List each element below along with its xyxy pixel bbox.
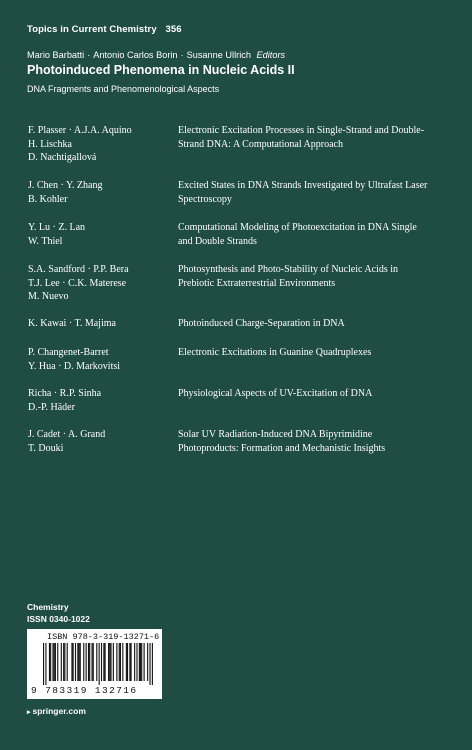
barcode-bar <box>50 643 51 681</box>
barcode-icon <box>43 643 153 685</box>
author-line: W. Thiel <box>28 235 63 247</box>
chapter-line: Computational Modeling of Photoexcitation in DNA Single <box>178 222 417 233</box>
barcode-bar <box>57 643 58 681</box>
barcode-bar <box>77 643 78 681</box>
entry-authors <box>28 428 168 455</box>
publisher-url-text: springer.com <box>32 706 86 716</box>
barcode-bar <box>52 643 53 681</box>
barcode-bar <box>55 643 56 681</box>
entry-chapter-title <box>178 428 450 455</box>
entry-authors <box>28 263 168 304</box>
entry-chapter-title <box>178 317 450 331</box>
barcode-bar <box>99 643 100 685</box>
barcode-bar <box>64 643 65 681</box>
editors-line: Mario Barbatti · Antonio Carlos Borin · Susanne Ullrich Editors <box>27 50 286 60</box>
book-subtitle: DNA Fragments and Phenomenological Aspects <box>27 84 220 94</box>
barcode-bar <box>129 643 130 681</box>
author-line: Richa · R.P. Sinha <box>28 388 102 399</box>
chapter-line: Electronic Excitation Processes in Single-Strand and Double- <box>178 125 425 136</box>
barcode-bar <box>67 643 68 681</box>
series-header <box>27 24 182 35</box>
barcode-bar <box>116 643 117 681</box>
barcode-bar <box>127 643 128 681</box>
barcode-bar <box>108 643 109 681</box>
series-volume: 356 <box>165 24 182 35</box>
barcode-bar <box>140 643 141 681</box>
isbn-barcode <box>27 629 162 699</box>
barcode-bar <box>147 643 148 681</box>
arrow-right-icon: ▸ <box>27 709 31 716</box>
barcode-bar <box>80 643 81 681</box>
barcode-bar <box>105 643 106 681</box>
entry-chapter-title <box>178 263 450 290</box>
barcode-bar <box>86 643 87 681</box>
author-line: H. Lischka <box>28 138 72 150</box>
chapter-line: Photoproducts: Formation and Mechanistic Insights <box>178 442 386 454</box>
barcode-bar <box>109 643 110 681</box>
publisher-url[interactable] <box>27 706 86 716</box>
barcode-digits: 9 783319 132716 <box>31 685 138 696</box>
entry-authors <box>28 221 168 248</box>
author-line: J. Cadet · A. Grand <box>28 429 106 440</box>
series-name: Topics in Current Chemistry <box>27 24 157 35</box>
chapter-line: Strand DNA: A Computational Approach <box>178 138 343 150</box>
barcode-bar <box>136 643 137 681</box>
isbn-text: ISBN 978-3-319-13271-6 <box>47 632 160 642</box>
barcode-bar <box>96 643 97 681</box>
entry-authors <box>28 124 168 165</box>
chapter-line: Prebiotic Extraterrestrial Environments <box>178 277 336 289</box>
chapter-line: Photosynthesis and Photo-Stability of Nucleic Acids in <box>178 264 398 275</box>
entry-chapter-title <box>178 346 450 360</box>
barcode-bar <box>126 643 127 681</box>
editor-name: Antonio Carlos Borin <box>93 50 178 60</box>
barcode-bar <box>63 643 64 681</box>
subject-label: Chemistry <box>27 602 69 612</box>
barcode-bar <box>61 643 62 681</box>
barcode-bar <box>43 643 44 685</box>
barcode-bar <box>113 643 114 681</box>
entry-authors <box>28 179 168 206</box>
editor-name: Mario Barbatti <box>27 50 85 60</box>
barcode-bar <box>120 643 121 681</box>
barcode-bar <box>103 643 104 681</box>
barcode-bar <box>139 643 140 681</box>
barcode-bar <box>101 643 102 681</box>
chapter-line: Physiological Aspects of UV-Excitation of DNA <box>178 388 373 399</box>
chapter-line: Solar UV Radiation-Induced DNA Bipyrimidine <box>178 429 373 440</box>
entry-authors <box>28 387 168 414</box>
author-line: M. Nuevo <box>28 291 69 303</box>
book-title: Photoinduced Phenomena in Nucleic Acids II <box>27 63 295 77</box>
chapter-line: Excited States in DNA Strands Investigated by Ultrafast Laser <box>178 180 428 191</box>
barcode-bar <box>152 643 153 685</box>
barcode-bar <box>89 643 90 681</box>
issn-number: ISSN 0340-1022 <box>27 613 90 624</box>
entry-chapter-title <box>178 221 450 248</box>
barcode-bar <box>71 643 72 681</box>
barcode-bar <box>119 643 120 681</box>
author-line: D. Nachtigallová <box>28 152 97 164</box>
entry-chapter-title <box>178 179 450 206</box>
barcode-bar <box>45 643 46 685</box>
author-line: T. Douki <box>28 442 64 454</box>
barcode-bar <box>122 643 123 681</box>
barcode-bar <box>78 643 79 681</box>
barcode-bar <box>149 643 150 685</box>
chapter-line: Spectroscopy <box>178 193 232 205</box>
author-line: B. Kohler <box>28 193 68 205</box>
entry-chapter-title <box>178 124 450 151</box>
editors-label: Editors <box>256 50 286 60</box>
barcode-bar <box>75 643 76 681</box>
author-line: J. Chen · Y. Zhang <box>28 180 103 191</box>
barcode-bar <box>88 643 89 681</box>
barcode-bar <box>91 643 92 681</box>
barcode-bar <box>134 643 135 681</box>
entry-chapter-title <box>178 387 450 401</box>
barcode-bar <box>83 643 84 681</box>
barcode-bar <box>93 643 94 681</box>
barcode-bar <box>49 643 50 681</box>
author-line: K. Kawai · T. Majima <box>28 318 116 329</box>
author-line: D.-P. Häder <box>28 401 75 413</box>
barcode-bar <box>54 643 55 681</box>
chapter-line: and Double Strands <box>178 235 257 247</box>
barcode-bar <box>141 643 142 681</box>
author-line: T.J. Lee · C.K. Materese <box>28 277 127 289</box>
entry-authors <box>28 317 168 331</box>
entry-authors <box>28 346 168 373</box>
author-line: P. Changenet-Barret <box>28 347 109 358</box>
barcode-bar <box>131 643 132 681</box>
barcode-bar <box>110 643 111 681</box>
author-line: F. Plasser · A.J.A. Aquino <box>28 125 132 136</box>
author-line: Y. Hua · D. Markovitsi <box>28 360 121 372</box>
barcode-bar <box>73 643 74 681</box>
barcode-bar <box>144 643 145 681</box>
chapter-line: Photoinduced Charge-Separation in DNA <box>178 318 345 329</box>
editor-name: Susanne Ullrich <box>186 50 251 60</box>
author-line: Y. Lu · Z. Lan <box>28 222 86 233</box>
author-line: S.A. Sandford · P.P. Bera <box>28 264 129 275</box>
subject-issn-block <box>27 602 90 625</box>
chapter-line: Electronic Excitations in Guanine Quadruplexes <box>178 347 372 358</box>
